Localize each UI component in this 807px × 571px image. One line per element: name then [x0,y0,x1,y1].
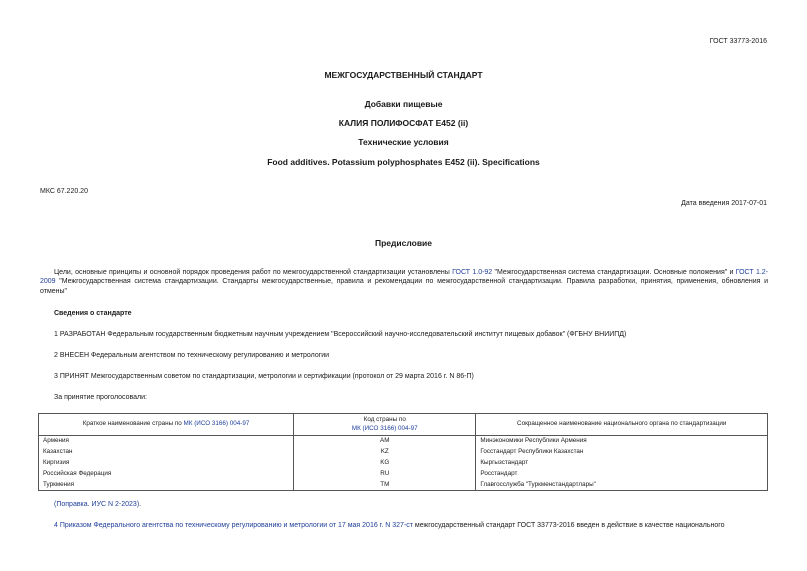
table-row [39,469,768,480]
country-cell: Армения [39,436,294,447]
foreword-paragraph [40,268,768,296]
country-cell: Киргизия [39,458,294,469]
item-enacted [54,521,768,530]
doc-code: ГОСТ 33773-2016 [709,38,767,45]
code-cell: RU [294,469,476,480]
voted-label: За принятие проголосовали: [54,394,147,401]
amendment-note [54,500,141,509]
table-row [39,436,768,447]
foreword-text-b: "Межгосударственная система стандартизации. Основные положения" и [492,269,736,276]
item-submitted: 2 ВНЕСЕН Федеральным агентством по техническому регулированию и метрологии [54,352,330,359]
foreword-text-a: Цели, основные принципы и основной порядок проведения работ по межгосударственной стандартизации установлены [54,269,453,276]
amendment-link[interactable]: (Поправка. ИУС N 2-2023) [54,501,140,508]
col-country-header [39,414,294,436]
item-developed: 1 РАЗРАБОТАН Федеральным государственным бюджетным научным учреждением "Всероссийский научно-исследовательский институт пищевых добавок" (ФГБНУ ВНИИПД) [54,331,627,338]
gost-1-0-92-link[interactable]: ГОСТ 1.0-92 [452,269,493,276]
body-cell: Росстандарт [476,469,768,480]
table-row [39,447,768,458]
gost-1-2-2009-link[interactable]: ГОСТ 1.2-2009 [40,269,769,286]
col-country-text: Краткое наименование страны по [82,420,184,428]
table-header-row [39,414,768,436]
category-title: Добавки пищевые [364,99,443,109]
order-link[interactable]: 4 Приказом Федерального агентства по техническому регулированию и метрологии от 17 мая 2016 г. N 327-ст [54,522,413,529]
foreword-heading: Предисловие [374,238,433,248]
code-cell: KG [294,458,476,469]
item-adopted: 3 ПРИНЯТ Межгосударственным советом по стандартизации, метрологии и сертификации (протокол от 29 марта 2016 г. N 86-П) [54,373,474,380]
table-row [39,480,768,491]
body-cell: Минэкономики Республики Армения [476,436,768,447]
table-row [39,458,768,469]
country-cell: Российская Федерация [39,469,294,480]
mks-code: МКС 67.220.20 [40,188,88,195]
code-cell: KZ [294,447,476,458]
col-body-header: Сокращенное наименование национального органа по стандартизации [476,414,768,436]
voting-table [38,413,768,491]
code-cell: TM [294,480,476,491]
country-cell: Казахстан [39,447,294,458]
amendment-tail: . [139,501,142,508]
body-cell: Кыргызстандарт [476,458,768,469]
item-enacted-text: межгосударственный стандарт ГОСТ 33773-2016 введен в действие в качестве национального [412,522,725,529]
intro-date: Дата введения 2017-07-01 [681,200,767,207]
code-cell: AM [294,436,476,447]
standard-name: КАЛИЯ ПОЛИФОСФАТ Е452 (ii) [338,118,469,128]
interstate-standard-title: МЕЖГОСУДАРСТВЕННЫЙ СТАНДАРТ [324,70,483,80]
mk-iso-link[interactable]: МК (ИСО 3166) 004-97 [183,420,250,428]
col-code-text: Код страны по [363,416,406,423]
body-cell: Госстандарт Республики Казахстан [476,447,768,458]
english-title: Food additives. Potassium polyphosphates E452 (ii). Specifications [267,157,540,167]
standard-subtitle: Технические условия [358,137,449,147]
col-code-header [294,414,476,436]
country-cell: Туркмения [39,480,294,491]
foreword-text-c: "Межгосударственная система стандартизации. Стандарты межгосударственные, правила и рекомендации по межгосударственной стандартизации. Правила разработки, принятия, применения, обновления и отмены" [40,278,768,295]
body-cell: Главгосслужба "Туркменстандартлары" [476,480,768,491]
info-heading: Сведения о стандарте [54,310,132,317]
mk-iso-link[interactable]: МК (ИСО 3166) 004-97 [351,424,418,432]
